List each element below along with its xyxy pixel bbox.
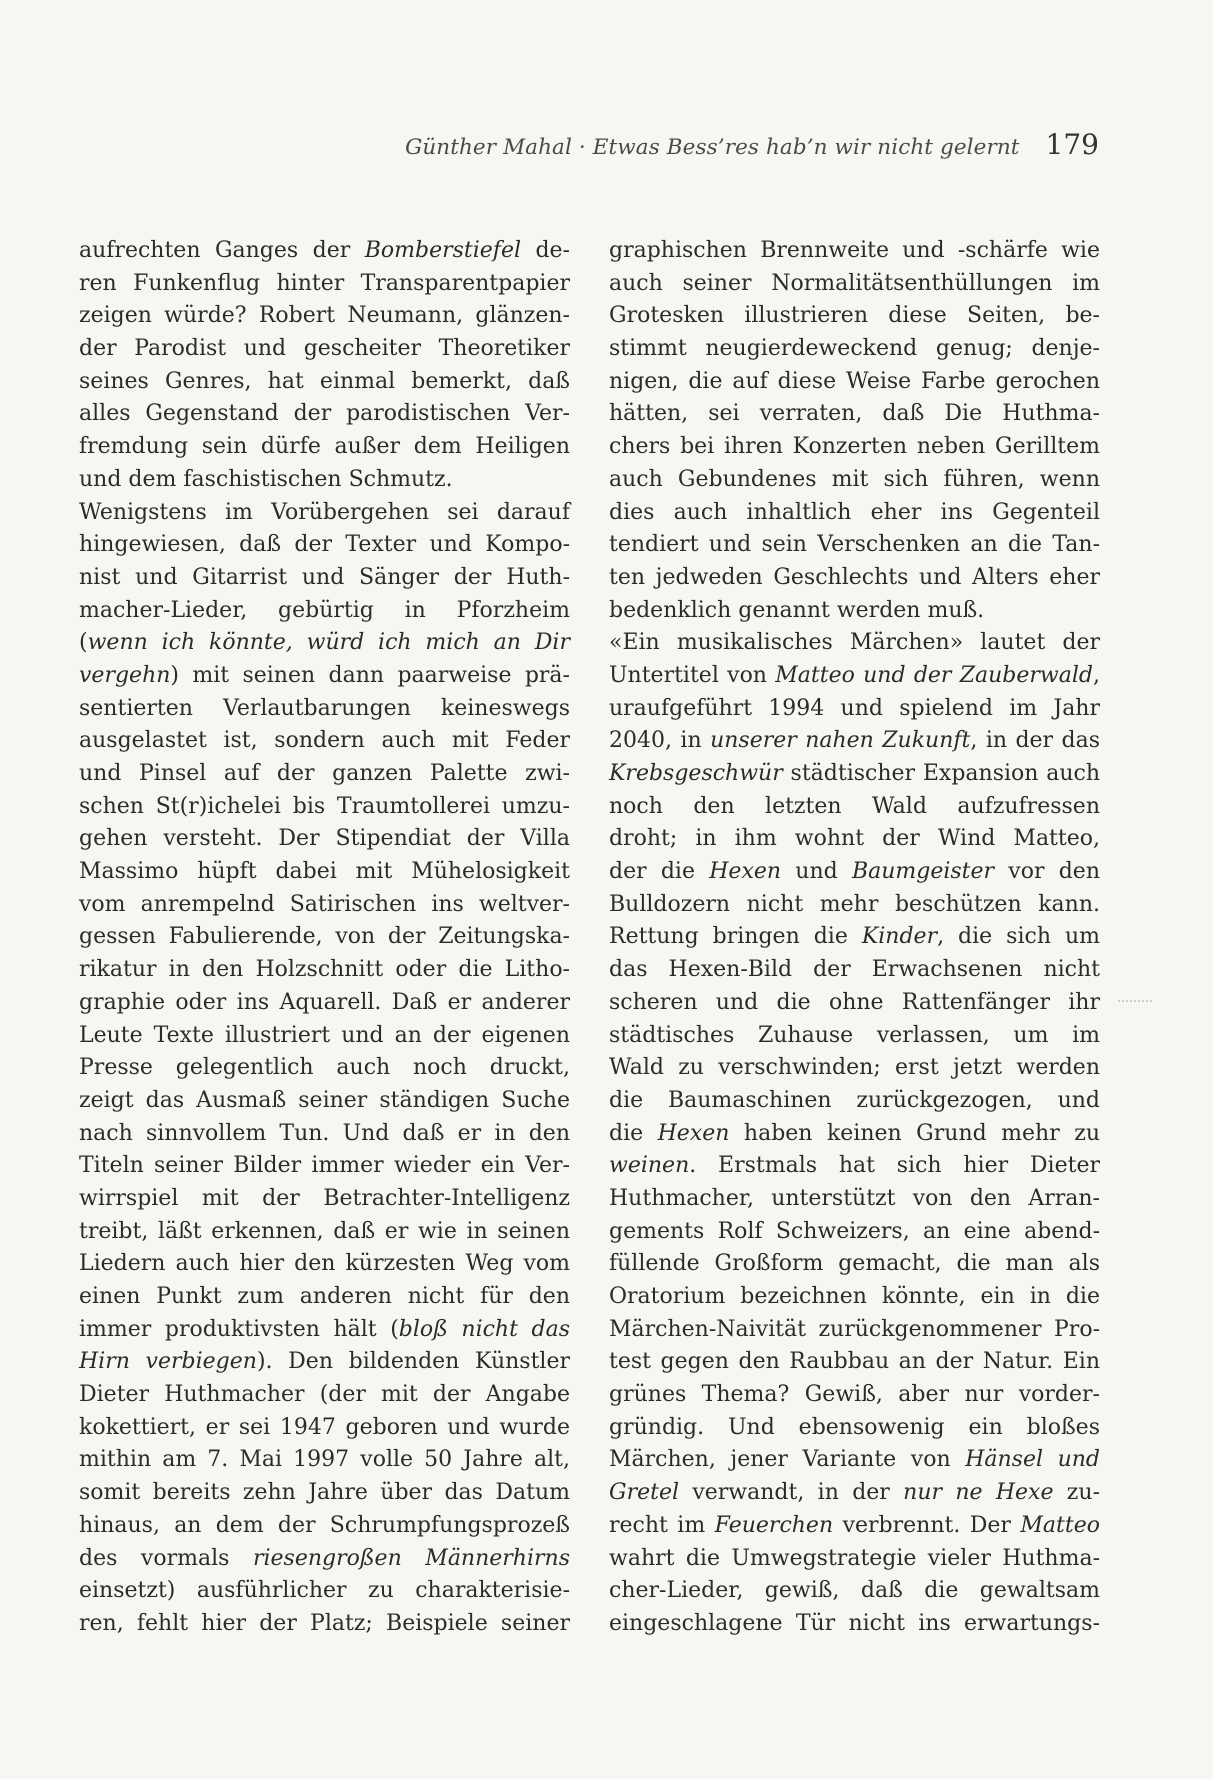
italic-segment: nur ne Hexe [903, 1480, 1054, 1506]
italic-segment: wenn ich könnte, würd ich mich an Dir [87, 630, 570, 656]
text-line [79, 758, 570, 791]
text-line [609, 333, 1100, 366]
text-segment: seines Genres, hat einmal bemerkt, daß [79, 368, 570, 394]
text-line [609, 464, 1100, 497]
text-line [79, 1346, 570, 1379]
text-line [79, 725, 570, 758]
print-smudge [1118, 1000, 1152, 1007]
text-segment: ren, fehlt hier der Platz; Beispiele seiner [79, 1610, 570, 1636]
text-line [609, 1085, 1100, 1118]
text-line [79, 1085, 570, 1118]
text-line [609, 235, 1100, 268]
text-segment: zeigt das Ausmaß seiner ständigen Suche [79, 1087, 570, 1113]
text-segment: Liedern auch hier den kürzesten Weg vom [79, 1251, 570, 1277]
text-segment: , in der das [970, 728, 1100, 754]
italic-segment: riesengroßen Männerhirns [252, 1545, 570, 1571]
text-line [609, 1118, 1100, 1151]
text-line [609, 529, 1100, 562]
text-segment: ten jedweden Geschlechts und Alters eher [609, 564, 1100, 590]
text-segment: bedenklich genannt werden muß. [609, 597, 985, 623]
italic-segment: unserer nahen Zukunft [710, 728, 971, 754]
text-line [79, 333, 570, 366]
text-segment: wahrt die Umwegstrategie vieler Huthma- [609, 1545, 1100, 1571]
text-segment: treibt, läßt erkennen, daß er wie in seinen [79, 1218, 570, 1244]
text-line [609, 1248, 1100, 1281]
text-line [609, 1052, 1100, 1085]
text-segment: Bulldozern nicht mehr beschützen kann. [609, 891, 1100, 917]
italic-segment: Hirn verbiegen [79, 1349, 257, 1375]
italic-segment: Bomberstiefel [364, 238, 521, 263]
text-segment: chers bei ihren Konzerten neben Gerilltem [609, 434, 1100, 460]
text-line [609, 398, 1100, 431]
text-segment: Grotesken illustrieren diese Seiten, be- [609, 303, 1100, 329]
text-segment: de- [521, 238, 570, 263]
text-segment: zeigen würde? Robert Neumann, glänzen- [79, 303, 570, 329]
text-segment: Untertitel von [609, 662, 776, 688]
text-line [79, 1444, 570, 1477]
text-segment: , [1092, 662, 1100, 688]
text-segment: vom anrempelnd Satirischen ins weltver- [79, 891, 570, 917]
text-segment: städtisches Zuhause verlassen, um im [609, 1022, 1100, 1048]
text-segment: Huthmacher, unterstützt von den Arran- [609, 1185, 1100, 1211]
text-line [609, 1183, 1100, 1216]
text-line [79, 398, 570, 431]
text-line [79, 1248, 570, 1281]
italic-segment: Baumgeister [851, 859, 995, 885]
text-line [609, 497, 1100, 530]
text-line [609, 268, 1100, 301]
italic-segment: bloß nicht das [398, 1316, 570, 1342]
text-segment: «Ein musikalisches Märchen» lautet der [609, 630, 1100, 656]
text-segment: uraufgeführt 1994 und spielend im Jahr [609, 695, 1100, 721]
text-segment: immer produktivsten hält ( [79, 1316, 399, 1342]
text-segment: hingewiesen, daß der Texter und Kompo- [79, 532, 570, 558]
text-segment: aufrechten Ganges der [79, 238, 365, 263]
text-segment: hätten, sei verraten, daß Die Huthma- [609, 401, 1100, 427]
italic-segment: Hexen [657, 1120, 730, 1146]
text-segment: kokettiert, er sei 1947 geboren und wurde [79, 1414, 570, 1440]
text-segment: der Parodist und gescheiter Theoretiker [79, 336, 570, 362]
text-line [609, 1346, 1100, 1379]
text-line [609, 1412, 1100, 1445]
text-line [79, 497, 570, 530]
text-segment: Märchen-Naivität zurückgenommener Pro- [609, 1316, 1100, 1342]
text-line [79, 987, 570, 1020]
text-segment: nigen, die auf diese Weise Farbe gerochen [609, 368, 1100, 394]
text-segment: scheren und die ohne Rattenfänger ihr [609, 989, 1100, 1015]
text-segment: nist und Gitarrist und Sänger der Huth- [79, 564, 570, 590]
text-line [79, 1412, 570, 1445]
text-line [79, 1020, 570, 1053]
text-line [609, 856, 1100, 889]
text-segment: noch den letzten Wald aufzufressen [609, 793, 1100, 819]
text-line [79, 1216, 570, 1249]
text-segment: schen St(r)ichelei bis Traumtollerei umzu- [79, 793, 570, 819]
text-segment: das Hexen-Bild der Erwachsenen nicht [609, 957, 1100, 983]
text-line [609, 954, 1100, 987]
text-line [609, 791, 1100, 824]
text-line [609, 921, 1100, 954]
text-line [79, 921, 570, 954]
text-line [79, 595, 570, 628]
text-line [79, 823, 570, 856]
text-segment: und Pinsel auf der ganzen Palette zwi- [79, 761, 570, 786]
text-segment: alles Gegenstand der parodistischen Ver- [79, 401, 570, 427]
text-segment: zu- [1053, 1480, 1101, 1506]
text-line [79, 954, 570, 987]
text-line [609, 1150, 1100, 1183]
text-segment: und [781, 859, 852, 885]
text-segment: gehen versteht. Der Stipendiat der Villa [79, 826, 570, 852]
italic-segment: Gretel [609, 1480, 680, 1506]
text-line [79, 627, 570, 660]
text-segment: dies auch inhaltlich eher ins Gegenteil [609, 499, 1100, 525]
text-segment: Titeln seiner Bilder immer wieder ein Ver- [79, 1153, 570, 1179]
text-segment: . Erstmals hat sich hier Dieter [689, 1153, 1100, 1179]
text-line [609, 300, 1100, 333]
text-line [609, 1543, 1100, 1576]
text-line [609, 823, 1100, 856]
text-segment: test gegen den Raubbau an der Natur. Ein [609, 1349, 1100, 1375]
text-segment: recht im [609, 1512, 715, 1538]
text-line [609, 660, 1100, 693]
text-segment: rikatur in den Holzschnitt oder die Litho- [79, 957, 570, 983]
text-line [609, 1510, 1100, 1543]
italic-segment: weinen [609, 1153, 690, 1179]
text-line [609, 562, 1100, 595]
text-segment: Massimo hüpft dabei mit Mühelosigkeit [79, 859, 570, 885]
running-head [405, 128, 1099, 161]
text-line [609, 889, 1100, 922]
text-segment: Rettung bringen die [609, 924, 862, 950]
text-segment: wirrspiel mit der Betrachter-Intelligenz [79, 1185, 570, 1211]
text-line [79, 856, 570, 889]
text-line [609, 595, 1100, 628]
text-line [79, 235, 570, 268]
text-segment: auch Gebundenes mit sich führen, wenn [609, 466, 1100, 492]
text-segment: füllende Großform gemacht, die man als [609, 1251, 1100, 1277]
text-line [79, 431, 570, 464]
text-line [609, 693, 1100, 726]
text-line [609, 1281, 1100, 1314]
text-line [79, 1150, 570, 1183]
text-line [79, 1314, 570, 1347]
italic-segment: Hexen [709, 859, 782, 885]
text-line [79, 464, 570, 497]
text-line [609, 1216, 1100, 1249]
text-segment: Märchen, jener Variante von [609, 1447, 966, 1473]
italic-segment: Matteo [1020, 1512, 1100, 1538]
italic-segment: Krebsgeschwür [609, 761, 783, 786]
text-line [79, 1281, 570, 1314]
text-line [79, 562, 570, 595]
text-line [609, 1575, 1100, 1608]
text-segment: hinaus, an dem der Schrumpfungsprozeß [79, 1512, 570, 1538]
text-segment: die [609, 1120, 658, 1146]
text-line [79, 660, 570, 693]
text-segment: städtischer Expansion auch [782, 761, 1100, 786]
text-segment: ausgelastet ist, sondern auch mit Feder [79, 728, 570, 754]
text-line [79, 1510, 570, 1543]
text-segment: vor den [994, 859, 1100, 885]
text-segment: eingeschlagene Tür nicht ins erwartungs- [609, 1610, 1100, 1636]
text-line [79, 1608, 570, 1641]
text-segment: einsetzt) ausführlicher zu charakterisie- [79, 1578, 570, 1604]
text-segment: Wenigstens im Vorübergehen sei darauf [79, 499, 570, 525]
text-line [79, 1477, 570, 1510]
text-segment: graphischen Brennweite und -schärfe wie [609, 238, 1100, 263]
text-segment: nach sinnvollem Tun. Und daß er in den [79, 1120, 570, 1146]
text-line [609, 1477, 1100, 1510]
text-segment: fremdung sein dürfe außer dem Heiligen [79, 434, 570, 460]
running-head-title: Günther Mahal · Etwas Bess’res hab’n wir nicht gelernt [405, 135, 1020, 160]
right-text-column [609, 235, 1100, 1641]
text-line [609, 987, 1100, 1020]
text-line [79, 1183, 570, 1216]
text-line [79, 529, 570, 562]
text-line [609, 758, 1100, 791]
text-segment: verbrennt. Der [833, 1512, 1021, 1538]
italic-segment: Hänsel und [965, 1447, 1100, 1473]
text-line [609, 1020, 1100, 1053]
text-line [79, 366, 570, 399]
text-segment: ( [79, 630, 88, 656]
text-segment: haben keinen Grund mehr zu [729, 1120, 1100, 1146]
text-segment: tendiert und sein Verschenken an die Tan- [609, 532, 1100, 558]
text-line [79, 300, 570, 333]
italic-segment: Kinder [861, 924, 938, 950]
text-segment: Wald zu verschwinden; erst jetzt werden [609, 1055, 1100, 1081]
text-segment: verwandt, in der [679, 1480, 904, 1506]
text-segment: graphie oder ins Aquarell. Daß er anderer [79, 989, 570, 1015]
text-segment: Presse gelegentlich auch noch druckt, [79, 1055, 570, 1081]
text-line [79, 889, 570, 922]
text-line [609, 366, 1100, 399]
text-segment: ) mit seinen dann paarweise prä- [170, 662, 570, 688]
text-line [609, 1379, 1100, 1412]
text-segment: cher-Lieder, gewiß, daß die gewaltsam [609, 1578, 1100, 1604]
text-segment: sentierten Verlautbarungen keineswegs [79, 695, 570, 721]
text-segment: einen Punkt zum anderen nicht für den [79, 1284, 570, 1309]
text-segment: macher-Lieder, gebürtig in Pforzheim [79, 597, 570, 623]
text-line [609, 725, 1100, 758]
text-line [79, 1543, 570, 1576]
text-line [79, 1575, 570, 1608]
text-segment: gements Rolf Schweizers, an eine abend- [609, 1218, 1100, 1244]
text-segment: grünes Thema? Gewiß, aber nur vorder- [609, 1382, 1100, 1408]
text-segment: ). Den bildenden Künstler [256, 1349, 570, 1375]
italic-segment: vergehn [79, 662, 171, 688]
text-segment: und dem faschistischen Schmutz. [79, 466, 453, 492]
text-line [79, 1118, 570, 1151]
text-line [79, 791, 570, 824]
text-line [609, 627, 1100, 660]
text-segment: auch seiner Normalitätsenthüllungen im [609, 270, 1100, 296]
text-segment: gründig. Und ebensowenig ein bloßes [609, 1414, 1100, 1440]
text-segment: somit bereits zehn Jahre über das Datum [79, 1480, 570, 1506]
text-segment: gessen Fabulierende, von der Zeitungska- [79, 924, 570, 950]
text-line [79, 1379, 570, 1412]
text-segment: Dieter Huthmacher (der mit der Angabe [79, 1382, 570, 1408]
text-segment: die Baumaschinen zurückgezogen, und [609, 1087, 1100, 1113]
text-line [79, 1052, 570, 1085]
text-segment: mithin am 7. Mai 1997 volle 50 Jahre alt, [79, 1447, 570, 1473]
italic-segment: Feuerchen [714, 1512, 834, 1538]
text-line [79, 268, 570, 301]
text-segment: der die [609, 859, 710, 885]
text-segment: Oratorium bezeichnen könnte, ein in die [609, 1284, 1100, 1309]
page-number: 179 [1045, 128, 1099, 161]
text-segment: 2040, in [609, 728, 711, 754]
left-text-column [79, 235, 570, 1641]
text-segment: Leute Texte illustriert und an der eigenen [79, 1022, 570, 1048]
text-line [609, 1608, 1100, 1641]
text-segment: droht; in ihm wohnt der Wind Matteo, [609, 826, 1100, 852]
text-segment: , die sich um [937, 924, 1100, 950]
text-line [609, 1314, 1100, 1347]
text-segment: stimmt neugierdeweckend genug; denje- [609, 336, 1100, 362]
italic-segment: Matteo und der Zauberwald [775, 662, 1093, 688]
text-line [609, 1444, 1100, 1477]
text-segment: ren Funkenflug hinter Transparentpapier [79, 270, 570, 296]
text-segment: des vormals [79, 1545, 253, 1571]
text-line [79, 693, 570, 726]
text-line [609, 431, 1100, 464]
